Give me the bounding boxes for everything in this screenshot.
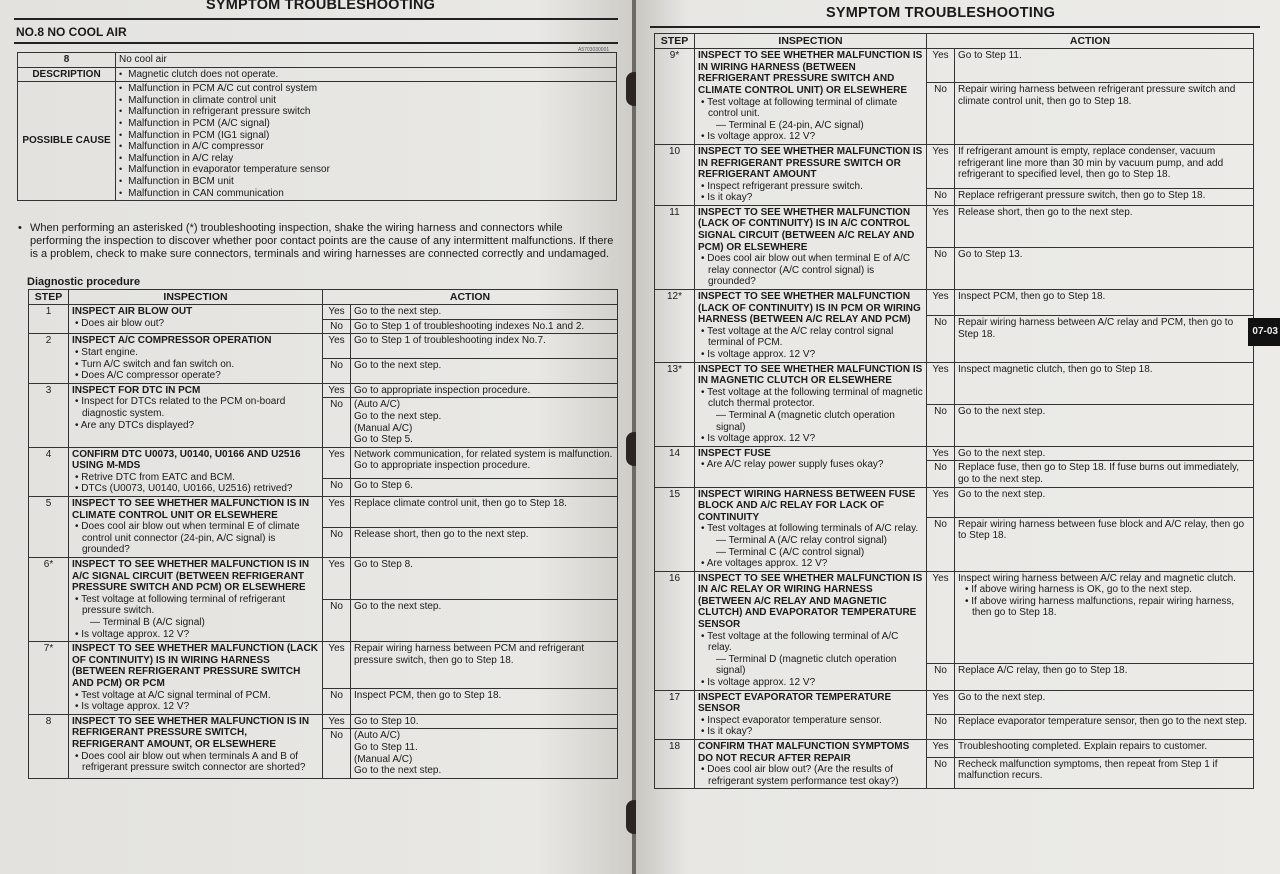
table-row — [29, 447, 618, 479]
symptom-name: No cool air — [116, 53, 617, 68]
no-label: No — [927, 83, 955, 145]
no-action: Repair wiring harness between fuse block and A/C relay, then go to Step 18. — [955, 517, 1254, 571]
yes-action — [955, 362, 1254, 404]
table-row — [29, 497, 618, 527]
yes-action — [351, 714, 618, 729]
inspection-line: • Test voltage at following terminal of climate control unit. — [698, 97, 923, 120]
inspection-line: • Does cool air blow out when terminals A and B of refrigerant pressure switch connector are shorted? — [72, 751, 319, 774]
step-number: 8 — [29, 714, 69, 778]
section-tab: 07-03 — [1248, 318, 1280, 346]
left-page — [0, 0, 632, 874]
terminal-note: — Terminal E (24-pin, A/C signal) — [716, 119, 864, 131]
table-row — [29, 334, 618, 359]
col-action: ACTION — [927, 34, 1254, 49]
no-action: Replace evaporator temperature sensor, then go to the next step. — [955, 715, 1254, 740]
inspection-line: • Does air blow out? — [72, 318, 319, 330]
inspection-line: • Does cool air blow out when terminal E of climate control unit connector (24-pin, A/C signal) is grounded? — [72, 521, 319, 556]
no-action: Release short, then go to the next step. — [351, 527, 618, 557]
inspection-line: • Does A/C compressor operate? — [72, 370, 319, 382]
inspection-title: INSPECT TO SEE WHETHER MALFUNCTION IS IN CLIMATE CONTROL UNIT OR ELSEWHERE — [72, 498, 310, 521]
no-label: No — [927, 247, 955, 289]
diagnostic-table-left — [28, 289, 618, 779]
inspection-line: • Inspect for DTCs related to the PCM on-board diagnostic system. — [72, 396, 319, 419]
inspection-cell — [69, 305, 323, 334]
table-row — [655, 144, 1254, 188]
col-step: STEP — [29, 290, 69, 305]
yes-action-text: Go to Step 10. — [354, 715, 419, 727]
no-label: No — [927, 517, 955, 571]
inspection-cell — [695, 290, 927, 363]
inspection-line: • Does cool air blow out? (Are the results of refrigerant system performance test okay?) — [698, 764, 923, 787]
no-label: No — [927, 316, 955, 363]
symptom-number: 8 — [18, 53, 116, 68]
table-row — [655, 690, 1254, 715]
no-label: No — [323, 729, 351, 778]
yes-action — [351, 497, 618, 527]
header-rule — [14, 18, 618, 20]
page-header: SYMPTOM TROUBLESHOOTING — [206, 0, 436, 13]
no-label: No — [323, 359, 351, 384]
inspection-cell — [695, 740, 927, 789]
col-inspection: INSPECTION — [695, 34, 927, 49]
inspection-line: • DTCs (U0073, U0140, U0166, U2516) retrived? — [72, 483, 319, 495]
yes-label: Yes — [927, 487, 955, 517]
step-number: 12* — [655, 290, 695, 363]
inspection-cell — [695, 446, 927, 487]
yes-label: Yes — [927, 144, 955, 188]
inspection-title: INSPECT TO SEE WHETHER MALFUNCTION (LACK OF CONTINUITY) IS IN PCM OR WIRING HARNESS (BETWEEN A/C RELAY AND PCM) — [698, 291, 921, 326]
step-number: 16 — [655, 571, 695, 690]
inspection-question: • Is voltage approx. 12 V? — [72, 629, 319, 641]
step-number: 4 — [29, 447, 69, 496]
step-number: 9* — [655, 49, 695, 145]
no-action: Go to Step 6. — [351, 479, 618, 497]
no-action: Replace A/C relay, then go to Step 18. — [955, 663, 1254, 690]
possible-cause-item: • Malfunction in BCM unit — [119, 176, 613, 188]
yes-label: Yes — [323, 383, 351, 398]
no-label: No — [323, 479, 351, 497]
no-action: Go to the next step. — [955, 404, 1254, 446]
possible-cause-item: • Malfunction in A/C relay — [119, 153, 613, 165]
possible-cause-list — [116, 82, 617, 201]
step-number: 7* — [29, 642, 69, 715]
no-action: Inspect PCM, then go to Step 18. — [351, 688, 618, 714]
inspection-title: INSPECT TO SEE WHETHER MALFUNCTION IS IN REFRIGERANT PRESSURE SWITCH, REFRIGERANT AMOUNT, OR ELSEWHERE — [72, 715, 310, 750]
possible-cause-item: • Malfunction in PCM A/C cut control system — [119, 83, 613, 95]
inspection-title: INSPECT AIR BLOW OUT — [72, 306, 193, 318]
yes-action — [955, 290, 1254, 316]
inspection-cell — [69, 497, 323, 558]
no-label: No — [323, 688, 351, 714]
yes-label: Yes — [927, 740, 955, 758]
terminal-note: — Terminal A (magnetic clutch operation signal) — [716, 409, 895, 433]
no-label: No — [927, 461, 955, 487]
yes-action — [955, 487, 1254, 517]
yes-label: Yes — [323, 497, 351, 527]
possible-cause-item: • Malfunction in climate control unit — [119, 95, 613, 107]
section-rule — [14, 42, 618, 44]
inspection-line: • Test voltage at the A/C relay control signal terminal of PCM. — [698, 326, 923, 349]
inspection-line: • Are any DTCs displayed? — [72, 420, 319, 432]
possible-cause-item: • Malfunction in CAN communication — [119, 188, 613, 200]
inspection-title: INSPECT FUSE — [698, 447, 771, 459]
yes-label: Yes — [927, 290, 955, 316]
inspection-title: INSPECT EVAPORATOR TEMPERATURE SENSOR — [698, 691, 892, 715]
inspection-line: • Inspect evaporator temperature sensor. — [698, 715, 923, 727]
table-row — [655, 362, 1254, 404]
yes-action — [351, 558, 618, 600]
yes-action — [955, 446, 1254, 461]
step-number: 2 — [29, 334, 69, 383]
table-row — [655, 205, 1254, 247]
no-label: No — [927, 404, 955, 446]
no-action: Recheck malfunction symptoms, then repeat from Step 1 if malfunction recurs. — [955, 757, 1254, 789]
yes-action-text: Go to the next step. — [958, 691, 1046, 703]
description-label: DESCRIPTION — [18, 67, 116, 82]
inspection-line: • Is it okay? — [698, 726, 923, 738]
yes-action — [351, 383, 618, 398]
header-rule — [650, 26, 1260, 28]
page-header: SYMPTOM TROUBLESHOOTING — [826, 5, 1056, 21]
col-action: ACTION — [323, 290, 618, 305]
table-row — [29, 642, 618, 689]
inspection-question: • Is voltage approx. 12 V? — [698, 677, 923, 689]
yes-action-sub: • If above wiring harness malfunctions, repair wiring harness, then go to Step 18. — [958, 596, 1250, 619]
yes-action — [955, 740, 1254, 758]
no-label: No — [927, 663, 955, 690]
yes-label: Yes — [927, 571, 955, 663]
no-label: No — [323, 319, 351, 334]
inspection-line: • Is voltage approx. 12 V? — [72, 701, 319, 713]
yes-label: Yes — [927, 362, 955, 404]
no-action: Go to the next step. — [351, 600, 618, 642]
inspection-cell — [695, 571, 927, 690]
no-label: No — [927, 188, 955, 205]
terminal-note: — Terminal B (A/C signal) — [90, 617, 205, 629]
no-action: Go to Step 13. — [955, 247, 1254, 289]
inspection-line: • Turn A/C switch and fan switch on. — [72, 359, 319, 371]
inspection-line: • Test voltage at following terminal of refrigerant pressure switch. — [72, 594, 319, 617]
yes-action — [955, 571, 1254, 663]
inspection-title: INSPECT TO SEE WHETHER MALFUNCTION IS IN A/C SIGNAL CIRCUIT (BETWEEN REFRIGERANT PRESSURE SWITCH AND PCM) OR ELSEWHERE — [72, 559, 310, 594]
yes-action-text: Troubleshooting completed. Explain repairs to customer. — [958, 741, 1208, 753]
step-number: 14 — [655, 446, 695, 487]
yes-action-text: If refrigerant amount is empty, replace condenser, vacuum refrigerant line more than 30 min by vacuum pump, and add refrigerant to specified level, then go to Step 18. — [958, 145, 1224, 181]
yes-action — [351, 334, 618, 359]
yes-label: Yes — [323, 558, 351, 600]
inspection-cell — [695, 362, 927, 446]
inspection-cell — [69, 447, 323, 496]
no-action: Go to the next step. — [351, 359, 618, 384]
yes-action-text: Go to the next step. — [354, 306, 442, 318]
no-action: Repair wiring harness between refrigerant pressure switch and climate control unit, then go to Step 18. — [955, 83, 1254, 145]
table-row — [655, 740, 1254, 758]
yes-label: Yes — [927, 446, 955, 461]
inspection-title: INSPECT WIRING HARNESS BETWEEN FUSE BLOCK AND A/C RELAY FOR LACK OF CONTINUITY — [698, 488, 916, 523]
possible-cause-item: • Malfunction in PCM (A/C signal) — [119, 118, 613, 130]
table-row — [655, 290, 1254, 316]
no-label: No — [323, 527, 351, 557]
terminal-note: — Terminal D (magnetic clutch operation signal) — [716, 653, 897, 677]
step-number: 18 — [655, 740, 695, 789]
inspection-cell — [695, 205, 927, 289]
step-number: 10 — [655, 144, 695, 205]
col-inspection: INSPECTION — [69, 290, 323, 305]
inspection-line: • Is it okay? — [698, 192, 923, 204]
no-action: (Auto A/C) Go to the next step. (Manual A/C) Go to Step 5. — [351, 398, 618, 447]
inspection-cell — [69, 714, 323, 778]
yes-action — [351, 305, 618, 320]
table-row — [655, 49, 1254, 83]
yes-action — [955, 690, 1254, 715]
asterisk-note: • When performing an asterisked (*) troubleshooting inspection, shake the wiring harness and connectors while performing the inspection to discover whether poor contact points are the cause of any intermittent malfunctions. If there is a problem, check to make sure connectors, terminals and wiring harnesses are connected correctly and undamaged. — [18, 222, 614, 260]
no-action: Replace fuse, then go to Step 18. If fuse burns out immediately, go to the next step. — [955, 461, 1254, 487]
right-page — [636, 0, 1280, 874]
possible-cause-item: • Malfunction in A/C compressor — [119, 141, 613, 153]
inspection-cell — [695, 144, 927, 205]
yes-action-text: Go to the next step. — [958, 488, 1046, 500]
yes-label: Yes — [927, 205, 955, 247]
inspection-cell — [695, 49, 927, 145]
no-label: No — [323, 600, 351, 642]
inspection-cell — [695, 690, 927, 739]
symptom-summary-table — [17, 52, 617, 201]
yes-action-text: Replace climate control unit, then go to Step 18. — [354, 498, 567, 510]
table-row — [29, 558, 618, 600]
yes-action-text: Release short, then go to the next step. — [958, 206, 1133, 218]
inspection-cell — [695, 487, 927, 571]
yes-label: Yes — [927, 49, 955, 83]
section-title: NO.8 NO COOL AIR — [16, 25, 127, 39]
yes-label: Yes — [323, 334, 351, 359]
step-number: 5 — [29, 497, 69, 558]
diagnostic-table-right — [654, 33, 1254, 789]
inspection-title: INSPECT TO SEE WHETHER MALFUNCTION IS IN A/C RELAY OR WIRING HARNESS (BETWEEN A/C RELAY AND MAGNETIC CLUTCH) AND EVAPORATOR TEMPERATURE SENSOR — [698, 572, 923, 631]
yes-action-text: Repair wiring harness between PCM and refrigerant pressure switch, then go to Step 18. — [354, 643, 585, 666]
inspection-title: INSPECT TO SEE WHETHER MALFUNCTION IS IN REFRIGERANT PRESSURE SWITCH OR REFRIGERANT AMOUNT — [698, 145, 923, 181]
col-step: STEP — [655, 34, 695, 49]
step-number: 3 — [29, 383, 69, 447]
step-number: 1 — [29, 305, 69, 334]
inspection-line: • Retrive DTC from EATC and BCM. — [72, 472, 319, 484]
yes-action-text: Go to appropriate inspection procedure. — [354, 384, 531, 396]
no-action: Replace refrigerant pressure switch, then go to Step 18. — [955, 188, 1254, 205]
possible-cause-item: • Malfunction in evaporator temperature sensor — [119, 164, 613, 176]
inspection-line: • Inspect refrigerant pressure switch. — [698, 181, 923, 193]
inspection-line: • Test voltage at the following terminal of A/C relay. — [698, 631, 923, 654]
inspection-line: • Start engine. — [72, 347, 319, 359]
no-label: No — [927, 715, 955, 740]
inspection-question: • Are voltages approx. 12 V? — [698, 558, 923, 570]
yes-action-text: Inspect magnetic clutch, then go to Step 18. — [958, 363, 1153, 375]
inspection-cell — [69, 558, 323, 642]
inspection-question: • Is voltage approx. 12 V? — [698, 433, 923, 445]
yes-action-text: Inspect wiring harness between A/C relay and magnetic clutch. — [958, 572, 1236, 584]
possible-cause-item: • Malfunction in refrigerant pressure switch — [119, 106, 613, 118]
yes-action-text: Go to Step 1 of troubleshooting index No.7. — [354, 335, 546, 347]
step-number: 15 — [655, 487, 695, 571]
yes-label: Yes — [927, 690, 955, 715]
no-action: Repair wiring harness between A/C relay and PCM, then go to Step 18. — [955, 316, 1254, 363]
diagnostic-procedure-title: Diagnostic procedure — [27, 276, 141, 288]
possible-cause-item: • Malfunction in PCM (IG1 signal) — [119, 130, 613, 142]
step-number: 6* — [29, 558, 69, 642]
yes-action — [955, 49, 1254, 83]
inspection-line: • Are A/C relay power supply fuses okay? — [698, 459, 923, 471]
inspection-cell — [69, 334, 323, 383]
possible-cause-label: POSSIBLE CAUSE — [18, 82, 116, 201]
yes-action-sub: • If above wiring harness is OK, go to the next step. — [958, 584, 1250, 596]
inspection-line: • Test voltage at A/C signal terminal of PCM. — [72, 690, 319, 702]
table-row — [655, 487, 1254, 517]
inspection-line: • Test voltages at following terminals of A/C relay. — [698, 523, 923, 535]
inspection-cell — [69, 642, 323, 715]
step-number: 13* — [655, 362, 695, 446]
table-row — [29, 714, 618, 729]
yes-label: Yes — [323, 714, 351, 729]
yes-action — [351, 642, 618, 689]
no-label: No — [927, 757, 955, 789]
no-label: No — [323, 398, 351, 447]
yes-action-text: Network communication, for related system is malfunction. Go to appropriate inspection procedure. — [354, 448, 613, 472]
step-number: 11 — [655, 205, 695, 289]
yes-action — [955, 144, 1254, 188]
yes-action-text: Go to Step 8. — [354, 559, 413, 571]
inspection-cell — [69, 383, 323, 447]
inspection-title: CONFIRM THAT MALFUNCTION SYMPTOMS DO NOT RECUR AFTER REPAIR — [698, 741, 910, 764]
inspection-title: INSPECT A/C COMPRESSOR OPERATION — [72, 335, 272, 347]
inspection-title: INSPECT TO SEE WHETHER MALFUNCTION (LACK OF CONTINUITY) IS IN A/C CONTROL SIGNAL CIRCUIT (BETWEEN A/C RELAY AND PCM) OR ELSEWHERE — [698, 206, 915, 253]
inspection-line: • Does cool air blow out when terminal E of A/C relay connector (A/C control signal) is grounded? — [698, 253, 923, 288]
table-row — [655, 571, 1254, 663]
inspection-question: • Is voltage approx. 12 V? — [698, 131, 923, 143]
yes-label: Yes — [323, 642, 351, 689]
table-row — [29, 305, 618, 320]
inspection-line: • Test voltage at the following terminal of magnetic clutch thermal protector. — [698, 387, 923, 410]
yes-action-text: Go to the next step. — [958, 447, 1046, 459]
yes-action-text: Inspect PCM, then go to Step 18. — [958, 291, 1106, 303]
inspection-title: INSPECT TO SEE WHETHER MALFUNCTION IS IN WIRING HARNESS (BETWEEN REFRIGERANT PRESSURE SWITCH AND CLIMATE CONTROL UNIT) OR ELSEWHERE — [698, 50, 923, 96]
inspection-title: CONFIRM DTC U0073, U0140, U0166 AND U2516 USING M-MDS — [72, 448, 301, 472]
yes-label: Yes — [323, 447, 351, 479]
table-row — [655, 446, 1254, 461]
inspection-title: INSPECT TO SEE WHETHER MALFUNCTION IS IN MAGNETIC CLUTCH OR ELSEWHERE — [698, 363, 923, 387]
doc-id: A5703030001 — [578, 47, 610, 53]
terminal-note: — Terminal A (A/C relay control signal) — Terminal C (A/C control signal) — [716, 534, 887, 558]
table-row — [29, 383, 618, 398]
yes-label: Yes — [323, 305, 351, 320]
yes-action-text: Go to Step 11. — [958, 50, 1022, 62]
inspection-line: • Is voltage approx. 12 V? — [698, 349, 923, 361]
step-number: 17 — [655, 690, 695, 739]
no-action: (Auto A/C) Go to Step 11. (Manual A/C) Go to the next step. — [351, 729, 618, 778]
no-action: Go to Step 1 of troubleshooting indexes No.1 and 2. — [351, 319, 618, 334]
inspection-title: INSPECT TO SEE WHETHER MALFUNCTION (LACK OF CONTINUITY) IS IN WIRING HARNESS (BETWEEN REFRIGERANT PRESSURE SWITCH AND PCM) OR PCM — [72, 643, 318, 689]
description-value: • Magnetic clutch does not operate. — [116, 67, 617, 82]
inspection-title: INSPECT FOR DTC IN PCM — [72, 384, 201, 396]
yes-action — [955, 205, 1254, 247]
yes-action — [351, 447, 618, 479]
